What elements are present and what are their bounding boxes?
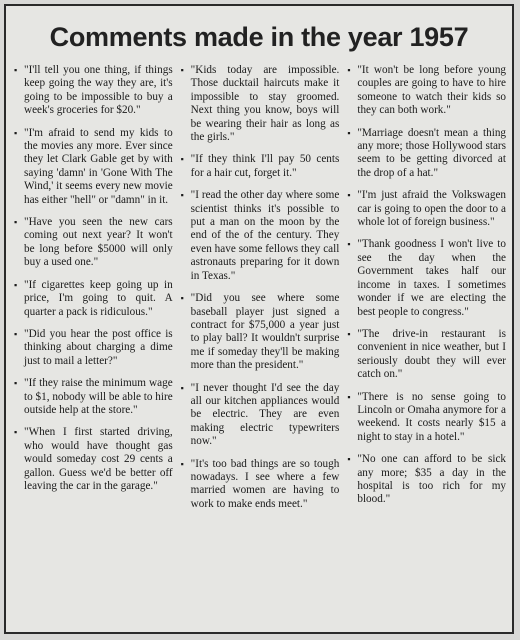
quote-item <box>181 458 340 512</box>
bullet-icon: ▪ <box>14 217 18 228</box>
quote-item <box>181 153 340 180</box>
quote-text: "Did you see where some baseball player just signed a contract for $75,000 a year just to play ball? It wouldn't surprise me if someday they'll be making more than the president." <box>190 292 340 372</box>
quote-item <box>14 377 173 417</box>
quote-text: "I never thought I'd see the day all our kitchen appliances would be electric. They are even making electric typewriters now." <box>190 381 340 448</box>
bullet-icon: ▪ <box>180 293 184 304</box>
quote-item <box>347 238 506 318</box>
quote-text: "It won't be long before young couples are going to have to hire someone to watch their kids so they can both work." <box>357 64 507 117</box>
quote-text: "I read the other day where some scientist thinks it's possible to put a man on the moon by the end of the of the century. They even have some fellows they call astronauts preparing for it down in Texas." <box>190 189 340 282</box>
quote-item <box>14 426 173 493</box>
quote-item <box>181 64 340 144</box>
quote-text: "Thank goodness I won't live to see the day when the Government takes half our income in taxes. I sometimes wonder if we are electing the best people to congress." <box>357 238 507 318</box>
quote-columns <box>14 64 506 628</box>
quote-item <box>347 189 506 229</box>
bullet-icon: ▪ <box>14 65 18 75</box>
quote-item <box>181 292 340 372</box>
quote-text: "If they raise the minimum wage to $1, nobody will be able to hire outside help at the store." <box>24 377 173 416</box>
page-title: Comments made in the year 1957 <box>49 22 469 52</box>
quote-item <box>14 216 173 270</box>
quote-text: "No one can afford to be sick any more; $35 a day in the hospital is too rich for my blood." <box>357 453 507 506</box>
quote-item <box>181 189 340 283</box>
column-middle <box>181 64 340 628</box>
quote-item <box>347 127 506 181</box>
quote-item <box>14 127 173 207</box>
quote-text: "There is no sense going to Lincoln or Omaha anymore for a weekend. It costs nearly $15 a night to stay in a hotel." <box>357 390 507 443</box>
quote-item <box>14 64 173 118</box>
clipping <box>4 4 514 634</box>
quote-text: "I'm just afraid the Volkswagen car is going to open the door to a whole lot of foreign business." <box>357 189 507 229</box>
bullet-icon: ▪ <box>347 454 351 465</box>
bullet-icon: ▪ <box>14 279 18 290</box>
bullet-icon: ▪ <box>347 65 351 75</box>
quote-text: "If they think I'll pay 50 cents for a hair cut, forget it." <box>190 153 340 179</box>
bullet-icon: ▪ <box>347 391 351 402</box>
bullet-icon: ▪ <box>180 190 184 201</box>
quote-item <box>347 391 506 445</box>
quote-text: "Have you seen the new cars coming out next year? It won't be long before $5000 will only buy a used one." <box>24 216 173 269</box>
bullet-icon: ▪ <box>14 378 18 389</box>
bullet-icon: ▪ <box>347 239 351 250</box>
quote-item <box>14 328 173 368</box>
quote-text: "The drive-in restaurant is convenient in nice weather, but I seriously doubt they will ever catch on." <box>357 327 507 381</box>
quote-item <box>14 279 173 319</box>
column-right <box>347 64 506 628</box>
bullet-icon: ▪ <box>347 328 351 339</box>
bullet-icon: ▪ <box>180 154 184 165</box>
bullet-icon: ▪ <box>180 458 184 469</box>
quote-item <box>181 382 340 449</box>
bullet-icon: ▪ <box>14 127 18 138</box>
quote-text: "I'll tell you one thing, if things keep going the way they are, it's going to be impossible to buy a week's groceries for $20." <box>24 64 173 117</box>
quote-text: "If cigarettes keep going up in price, I'm going to quit. A quarter a pack is ridiculous." <box>24 278 173 318</box>
quote-item <box>347 453 506 507</box>
quote-text: "It's too bad things are so tough nowadays. I see where a few married women are having to work to make ends meet." <box>190 457 340 510</box>
quote-item <box>347 328 506 382</box>
bullet-icon: ▪ <box>347 127 351 138</box>
quote-text: "Kids today are impossible. Those ducktail haircuts make it impossible to stay groomed. Next thing you know, boys will be wearing their hair as long as the girls." <box>190 64 340 144</box>
bullet-icon: ▪ <box>180 382 184 393</box>
quote-item <box>347 64 506 118</box>
quote-text: "I'm afraid to send my kids to the movies any more. Ever since they let Clark Gable get by with saying 'damn' in 'Gone With The Wind,' it seems every new movie has either "hell" or "damn" in it. <box>24 126 173 206</box>
bullet-icon: ▪ <box>14 427 18 438</box>
bullet-icon: ▪ <box>14 328 18 339</box>
bullet-icon: ▪ <box>180 65 184 75</box>
quote-text: "Marriage doesn't mean a thing any more; those Hollywood stars seem to be getting divorced at the drop of a hat." <box>357 126 507 179</box>
column-left <box>14 64 173 628</box>
quote-text: "When I first started driving, who would have thought gas would someday cost 29 cents a gallon. Guess we'd be better off leaving the car in the garage." <box>24 426 173 492</box>
bullet-icon: ▪ <box>347 190 351 201</box>
quote-text: "Did you hear the post office is thinking about charging a dime just to mail a letter?" <box>24 327 173 367</box>
